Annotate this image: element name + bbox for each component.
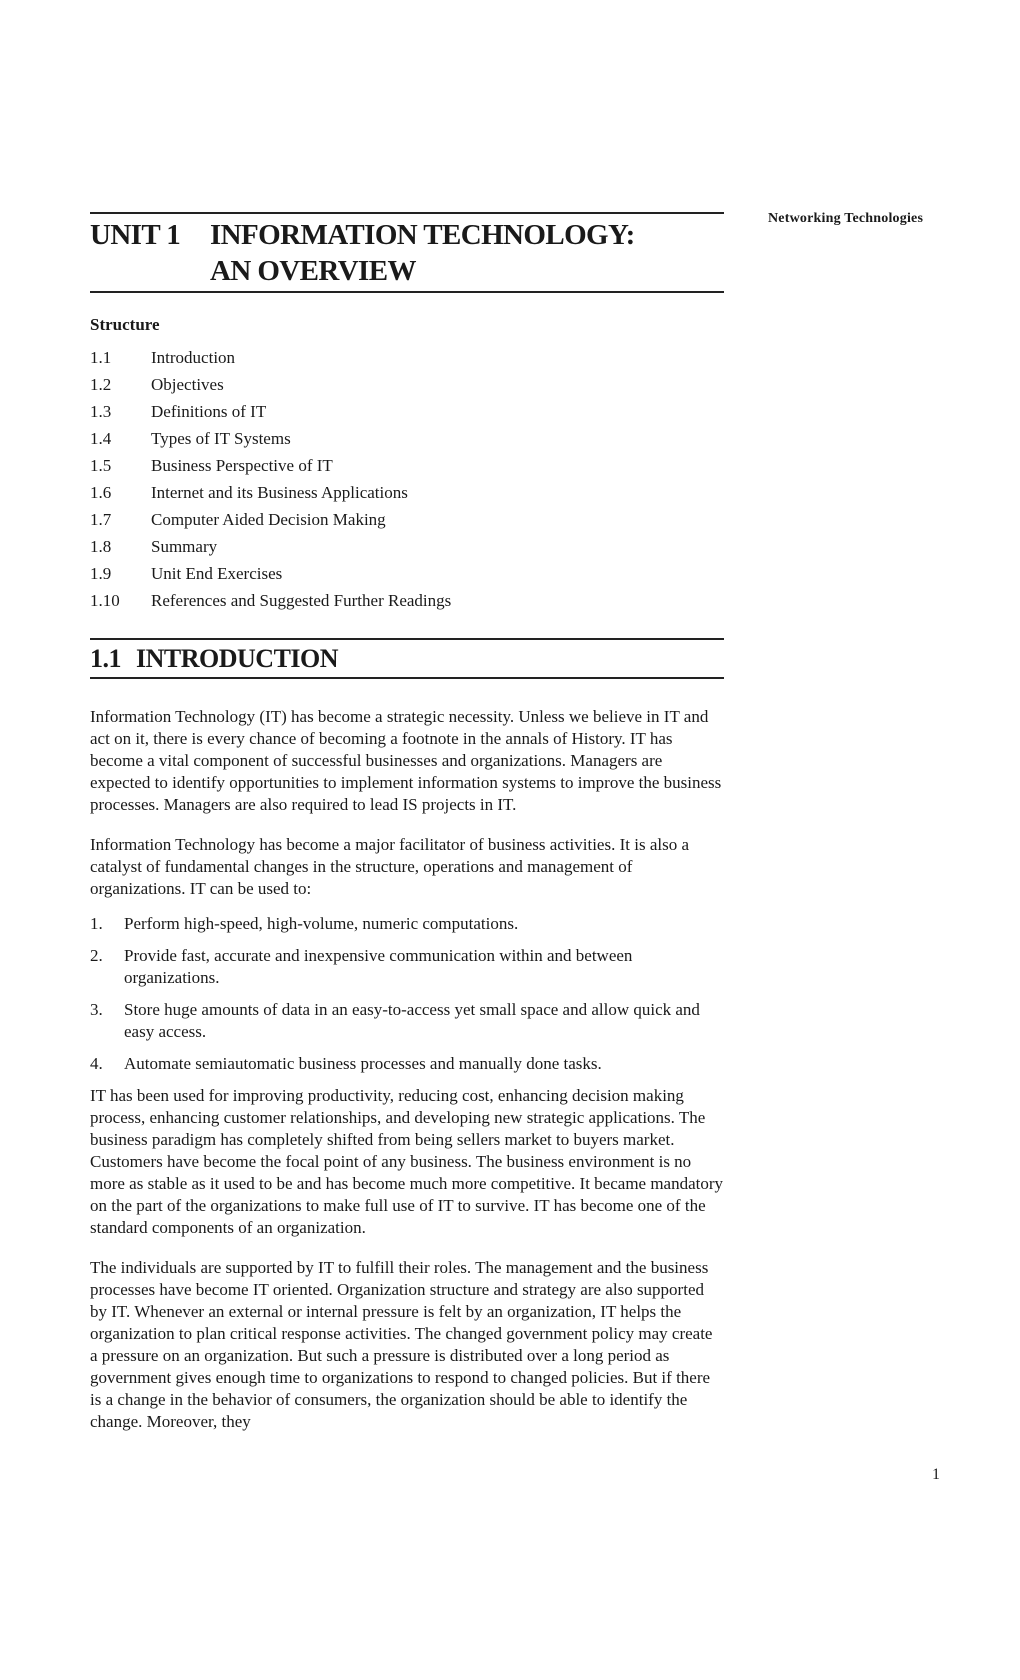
structure-item-label: Computer Aided Decision Making (151, 510, 386, 529)
list-item-text: Store huge amounts of data in an easy-to-access yet small space and allow quick and easy access. (124, 1000, 700, 1041)
running-header: Networking Technologies (768, 211, 924, 226)
structure-item-label: Definitions of IT (151, 402, 267, 421)
structure-item (90, 344, 724, 371)
numbered-list (90, 913, 724, 1075)
structure-item (90, 371, 724, 398)
structure-item (90, 587, 724, 614)
section-number: 1.1 (90, 644, 121, 673)
unit-title (210, 217, 724, 289)
structure-item-label: Types of IT Systems (151, 429, 291, 448)
page-content (90, 212, 724, 1433)
list-item (90, 1053, 724, 1075)
unit-title-line-2: AN OVERVIEW (210, 255, 416, 287)
section-heading (90, 638, 724, 679)
list-item-number: 1. (90, 914, 103, 933)
unit-number: UNIT 1 (90, 219, 181, 251)
unit-title-block (90, 212, 724, 293)
structure-item-label: Internet and its Business Applications (151, 483, 408, 502)
structure-item-number: 1.4 (90, 429, 112, 448)
structure-item-number: 1.7 (90, 510, 112, 529)
structure-item-label: Unit End Exercises (151, 564, 283, 583)
structure-item-number: 1.6 (90, 483, 112, 502)
structure-item-label: Introduction (151, 348, 236, 367)
list-item (90, 945, 724, 989)
section-title: INTRODUCTION (136, 644, 339, 673)
structure-item (90, 506, 724, 533)
structure-list (90, 344, 724, 614)
list-item-text: Automate semiautomatic business processes and manually done tasks. (124, 1054, 602, 1073)
structure-item-number: 1.1 (90, 348, 112, 367)
page-number: 1 (932, 1466, 940, 1483)
structure-item-number: 1.5 (90, 456, 112, 475)
structure-item-label: Summary (151, 537, 218, 556)
list-item-number: 4. (90, 1054, 103, 1073)
body-paragraph: Information Technology has become a major facilitator of business activities. It is also a catalyst of fundamental changes in the structure, operations and management of organizations. IT can be used to: (90, 835, 689, 898)
structure-item-number: 1.8 (90, 537, 112, 556)
structure-item (90, 533, 724, 560)
structure-item (90, 425, 724, 452)
list-item-text: Perform high-speed, high-volume, numeric computations. (124, 914, 519, 933)
structure-item-label: References and Suggested Further Readings (151, 591, 452, 610)
list-item-text: Provide fast, accurate and inexpensive communication within and between organizations. (124, 946, 633, 987)
unit-title-line-1: INFORMATION TECHNOLOGY: (210, 219, 635, 251)
list-item (90, 913, 724, 935)
list-item-number: 2. (90, 946, 103, 965)
structure-item (90, 479, 724, 506)
structure-item-label: Objectives (151, 375, 224, 394)
structure-item (90, 452, 724, 479)
structure-item (90, 560, 724, 587)
structure-item-number: 1.3 (90, 402, 112, 421)
structure-item-number: 1.2 (90, 375, 112, 394)
structure-item-number: 1.10 (90, 591, 120, 610)
list-item (90, 999, 724, 1043)
body-paragraph: IT has been used for improving productivity, reducing cost, enhancing decision making process, enhancing customer relationships, and developing new strategic applications. The business paradigm has completely shifted from being sellers market to buyers market. Customers have become the focal point of any business. The business environment is no more as stable as it used to be and has become much more competitive. It became mandatory on the part of the organizations to make full use of IT to survive. IT has become one of the standard components of an organization. (90, 1086, 724, 1237)
list-item-number: 3. (90, 1000, 103, 1019)
body-paragraph: The individuals are supported by IT to fulfill their roles. The management and the business processes have become IT oriented. Organization structure and strategy are also supported by IT. Whenever an external or internal pressure is felt by an organization, IT helps the organization to plan critical response activities. The changed government policy may create a pressure on an organization. But such a pressure is distributed over a long period as government gives enough time to organizations to respond to changed policies. But if there is a change in the behavior of consumers, the organization should be able to identify the change. Moreover, they (90, 1258, 713, 1431)
body-paragraph: Information Technology (IT) has become a strategic necessity. Unless we believe in IT and act on it, there is every chance of becoming a footnote in the annals of History. IT has become a vital component of successful businesses and organizations. Managers are expected to identify opportunities to implement information systems to improve the business processes. Managers are also required to lead IS projects in IT. (90, 707, 722, 814)
structure-item-number: 1.9 (90, 564, 112, 583)
structure-item (90, 398, 724, 425)
structure-heading: Structure (90, 315, 160, 334)
structure-item-label: Business Perspective of IT (151, 456, 333, 475)
